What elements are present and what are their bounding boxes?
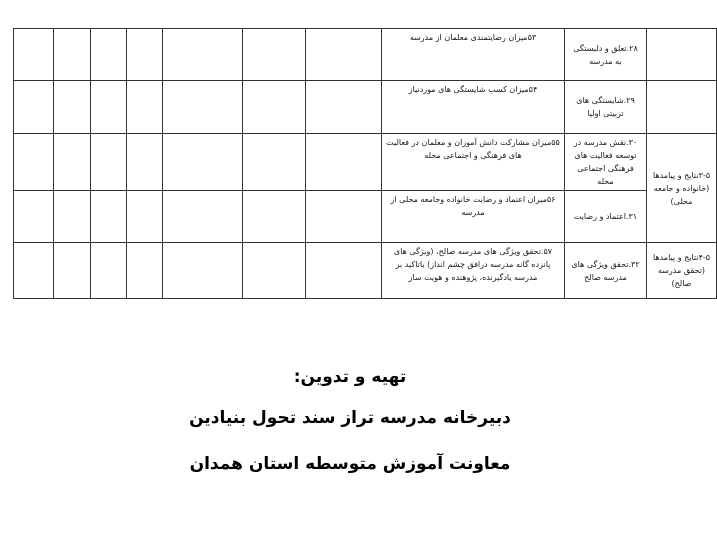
empty-cell [91, 191, 127, 243]
item-cell: ۲۸.تعلق و دلبستگی به مدرسه [565, 29, 647, 81]
table-row [14, 81, 717, 134]
empty-cell [54, 29, 91, 81]
group-cell: ۳-۵نتایج و پیامدها (خانواده و جامعه محلی) [647, 134, 717, 243]
empty-cell [306, 243, 382, 299]
table-row [14, 191, 717, 243]
item-cell: ۳۲.تحقق ویژگی های مدرسه صالح [565, 243, 647, 299]
group-cell [647, 29, 717, 81]
empty-cell [91, 29, 127, 81]
empty-cell [14, 81, 54, 134]
table-row [14, 29, 717, 81]
footer-heading: تهیه و تدوین: [293, 367, 407, 387]
empty-cell [306, 81, 382, 134]
empty-cell [243, 134, 306, 191]
group-cell: ۴-۵نتایج و پیامدها (تحقق مدرسه صالح) [647, 243, 717, 299]
footer-organization: دبیرخانه مدرسه تراز سند تحول بنیادین [189, 408, 511, 428]
empty-cell [14, 29, 54, 81]
empty-cell [14, 243, 54, 299]
table-row [14, 243, 717, 299]
empty-cell [127, 243, 163, 299]
group-cell [647, 81, 717, 134]
empty-cell [306, 134, 382, 191]
indicator-cell: ۵۴میزان کسب شایستگی های موردنیاز [382, 81, 565, 134]
empty-cell [54, 191, 91, 243]
empty-cell [14, 134, 54, 191]
evaluation-table [13, 28, 717, 299]
empty-cell [163, 191, 243, 243]
indicator-cell: ۵۶میزان اعتماد و رضایت خانواده وجامعه محلی از مدرسه [382, 191, 565, 243]
empty-cell [127, 134, 163, 191]
empty-cell [14, 191, 54, 243]
empty-cell [243, 191, 306, 243]
empty-cell [163, 243, 243, 299]
empty-cell [91, 134, 127, 191]
item-cell: ۳۰.نقش مدرسه در توسعه فعالیت های فرهنگی اجتماعی محله [565, 134, 647, 191]
indicator-cell: ۵۷.تحقق ویژگی های مدرسه صالح، (ویژگی های پانزده گانه مدرسه درافق چشم انداز) باتاکید بر مدرسه یادگیرنده، پژوهنده و هویت ساز [382, 243, 565, 299]
empty-cell [54, 243, 91, 299]
indicator-cell: ۵۵میزان مشارکت دانش آموزان و معلمان در فعالیت های فرهنگی و اجتماعی محله [382, 134, 565, 191]
empty-cell [54, 81, 91, 134]
table-row [14, 134, 717, 191]
empty-cell [243, 81, 306, 134]
empty-cell [91, 243, 127, 299]
empty-cell [91, 81, 127, 134]
empty-cell [163, 29, 243, 81]
item-cell: ۳۱.اعتماد و رضایت [565, 191, 647, 243]
empty-cell [54, 134, 91, 191]
empty-cell [163, 134, 243, 191]
empty-cell [127, 81, 163, 134]
footer-department: معاونت آموزش متوسطه استان همدان [189, 454, 511, 474]
item-cell: ۲۹.شایستگی های تربیتی اولیا [565, 81, 647, 134]
empty-cell [163, 81, 243, 134]
indicator-cell: ۵۳میزان رضایتمندی معلمان از مدرسه [382, 29, 565, 81]
empty-cell [127, 29, 163, 81]
empty-cell [127, 191, 163, 243]
empty-cell [243, 29, 306, 81]
empty-cell [306, 191, 382, 243]
empty-cell [243, 243, 306, 299]
empty-cell [306, 29, 382, 81]
